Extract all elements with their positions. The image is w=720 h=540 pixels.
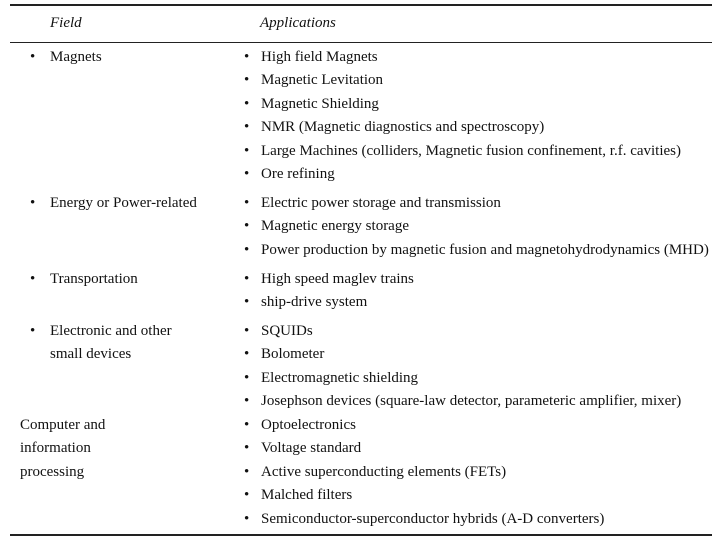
application-text: SQUIDs xyxy=(261,323,313,339)
applications-list xyxy=(244,268,414,315)
bullet-icon: • xyxy=(244,72,250,89)
list-item xyxy=(244,461,604,484)
bullet-icon: • xyxy=(244,294,250,311)
list-item xyxy=(244,414,604,437)
applications-list xyxy=(244,320,681,414)
applications-table xyxy=(10,4,712,536)
bullet-icon: • xyxy=(244,119,250,136)
bullet-icon: • xyxy=(244,369,250,386)
bullet-icon: • xyxy=(30,49,36,65)
bullet-icon: • xyxy=(244,510,250,527)
bullet-icon: • xyxy=(244,271,250,287)
list-item xyxy=(244,46,681,69)
list-item xyxy=(244,239,709,262)
application-text: High field Magnets xyxy=(261,49,378,65)
field-label: information xyxy=(20,440,91,457)
application-text: Malched filters xyxy=(261,487,353,504)
list-item xyxy=(244,508,604,531)
application-text: Power production by magnetic fusion and magnetohydrodynamics (MHD) xyxy=(261,241,709,258)
list-item xyxy=(244,116,681,139)
bullet-icon: • xyxy=(244,142,250,159)
list-item xyxy=(244,437,604,460)
list-item xyxy=(244,343,681,366)
bullet-icon: • xyxy=(244,487,250,504)
field-label: Transportation xyxy=(50,271,138,287)
list-item xyxy=(244,291,414,314)
application-text: Josephson devices (square-law detector, parameteric amplifier, mixer) xyxy=(261,393,682,410)
application-text: Electromagnetic shielding xyxy=(261,369,419,386)
field-cell xyxy=(30,192,197,215)
bullet-icon: • xyxy=(244,241,250,258)
application-text: NMR (Magnetic diagnostics and spectroscopy) xyxy=(261,119,545,136)
bullet-icon: • xyxy=(244,463,250,480)
field-label: Magnets xyxy=(50,49,102,65)
field-label: Electronic and other xyxy=(50,323,172,339)
application-text: Ore refining xyxy=(261,166,335,183)
field-cell xyxy=(30,268,138,291)
list-item xyxy=(244,268,414,291)
bullet-icon: • xyxy=(244,393,250,410)
table-top-rule xyxy=(10,4,712,6)
bullet-icon: • xyxy=(244,417,250,433)
application-text: Optoelectronics xyxy=(261,417,356,433)
list-item xyxy=(244,215,709,238)
table-bottom-rule xyxy=(10,534,712,536)
field-label: Energy or Power-related xyxy=(50,195,197,211)
bullet-icon: • xyxy=(244,95,250,112)
list-item xyxy=(244,140,681,163)
field-cell xyxy=(30,320,172,367)
list-item xyxy=(244,93,681,116)
applications-list xyxy=(244,414,604,531)
bullet-icon: • xyxy=(244,218,250,235)
bullet-icon: • xyxy=(244,440,250,457)
list-item xyxy=(244,69,681,92)
list-item xyxy=(244,320,681,343)
application-text: Magnetic energy storage xyxy=(261,218,410,235)
list-item xyxy=(244,484,604,507)
field-label: small devices xyxy=(50,346,132,363)
bullet-icon: • xyxy=(244,166,250,183)
field-label: Computer and xyxy=(20,417,106,433)
application-text: Active superconducting elements (FETs) xyxy=(261,463,507,480)
list-item xyxy=(244,367,681,390)
applications-list xyxy=(244,46,681,186)
column-header-field: Field xyxy=(50,15,82,31)
bullet-icon: • xyxy=(30,323,36,339)
field-cell xyxy=(20,414,105,484)
bullet-icon: • xyxy=(244,323,250,339)
application-text: Large Machines (colliders, Magnetic fusion confinement, r.f. cavities) xyxy=(261,142,681,159)
application-text: Magnetic Levitation xyxy=(261,72,384,89)
application-text: ship-drive system xyxy=(261,294,368,311)
application-text: Semiconductor-superconductor hybrids (A-D converters) xyxy=(261,510,605,527)
application-text: Magnetic Shielding xyxy=(261,95,379,112)
bullet-icon: • xyxy=(244,346,250,363)
application-text: Electric power storage and transmission xyxy=(261,195,501,211)
column-header-applications: Applications xyxy=(260,15,336,31)
bullet-icon: • xyxy=(30,271,36,287)
field-label: processing xyxy=(20,463,85,480)
application-text: Voltage standard xyxy=(261,440,362,457)
bullet-icon: • xyxy=(244,195,250,211)
application-text: Bolometer xyxy=(261,346,325,363)
applications-list xyxy=(244,192,709,262)
bullet-icon: • xyxy=(244,49,250,65)
application-text: High speed maglev trains xyxy=(261,271,414,287)
table-header-rule xyxy=(10,42,712,43)
list-item xyxy=(244,163,681,186)
bullet-icon: • xyxy=(30,195,36,211)
list-item xyxy=(244,390,681,413)
list-item xyxy=(244,192,709,215)
field-cell xyxy=(30,46,102,69)
